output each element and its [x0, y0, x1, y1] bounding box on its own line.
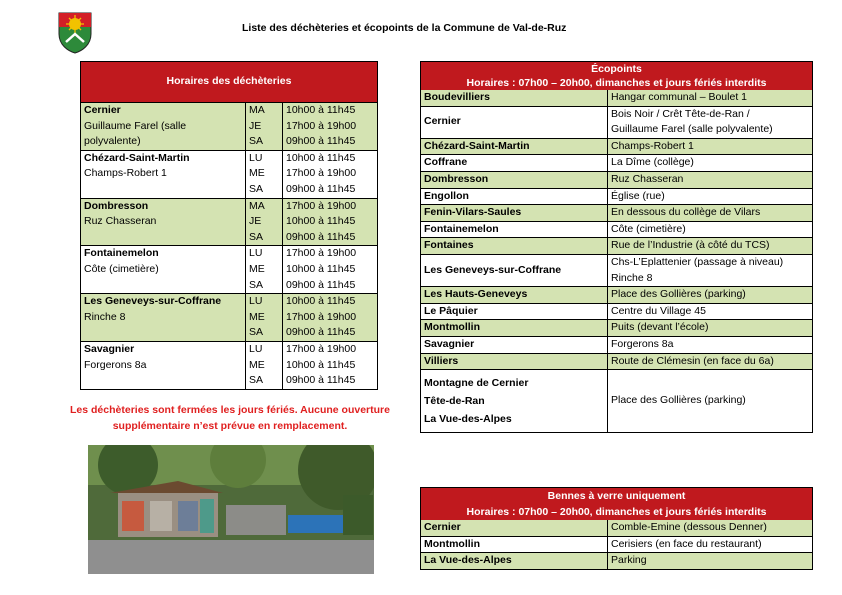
location-address: Hangar communal – Boulet 1: [608, 90, 813, 106]
schedule-row: [81, 278, 378, 294]
closure-notice: Les déchèteries sont fermées les jours fériés. Aucune ouverture supplémentaire n’est prévue en remplacement.: [70, 404, 390, 432]
day-cell: LU: [246, 150, 283, 166]
hours-cell: 09h00 à 11h45: [283, 230, 378, 246]
location-name: Dombresson: [81, 198, 246, 214]
ecopoint-row: [421, 90, 813, 106]
location-name: Fontaines: [421, 238, 608, 255]
day-cell: ME: [246, 310, 283, 326]
day-cell: SA: [246, 373, 283, 389]
hours-cell: 17h00 à 19h00: [283, 198, 378, 214]
location-name: Les Geneveys-sur-Coffrane: [421, 254, 608, 286]
ecopoints-table: [420, 61, 813, 433]
hours-cell: 17h00 à 19h00: [283, 119, 378, 135]
ecopoint-row: [421, 303, 813, 320]
location-address: [81, 278, 246, 294]
schedule-row: [81, 134, 378, 150]
ecopoint-row: [421, 320, 813, 337]
location-name: Chézard-Saint-Martin: [81, 150, 246, 166]
day-cell: SA: [246, 325, 283, 341]
day-cell: LU: [246, 246, 283, 262]
location-address: Rinche 8: [81, 310, 246, 326]
hours-cell: 17h00 à 19h00: [283, 341, 378, 357]
location-name: Fontainemelon: [421, 221, 608, 238]
schedule-row: [81, 198, 378, 214]
day-cell: SA: [246, 182, 283, 198]
location-name: Savagnier: [81, 341, 246, 357]
location-name: Montmollin: [421, 320, 608, 337]
location-name: Montagne de Cernier Tête-de-Ran La Vue-des-Alpes: [421, 370, 608, 433]
day-cell: MA: [246, 103, 283, 119]
location-name: Engollon: [421, 188, 608, 205]
hours-cell: 10h00 à 11h45: [286, 262, 356, 275]
dechetterie-photo: [88, 445, 374, 574]
schedule-row: [81, 341, 378, 357]
location-address: Champs-Robert 1: [81, 166, 246, 182]
location-address: En dessous du collège de Vilars: [608, 205, 813, 222]
benne-row: [421, 520, 813, 536]
day-cell: ME: [246, 262, 283, 278]
location-address: Place des Gollières (parking): [608, 287, 813, 304]
location-address: Ruz Chasseran: [608, 171, 813, 188]
location-name: Le Pâquier: [421, 303, 608, 320]
location-name: Cernier: [81, 103, 246, 119]
location-name: Fontainemelon: [81, 246, 246, 262]
location-name: Cernier: [421, 106, 608, 138]
schedule-row: [81, 358, 378, 374]
bennes-hours: Horaires : 07h00 – 20h00, dimanches et jours fériés interdits: [421, 504, 813, 520]
page-title: Liste des déchèteries et écopoints de la Commune de Val-de-Ruz: [242, 22, 567, 34]
ecopoints-title: Écopoints: [421, 62, 813, 77]
location-name: Chézard-Saint-Martin: [421, 138, 608, 155]
day-cell: SA: [246, 278, 283, 294]
schedule-row: [81, 262, 378, 278]
ecopoint-row: [421, 254, 813, 286]
location-address: Centre du Village 45: [608, 303, 813, 320]
ecopoint-row: [421, 353, 813, 370]
location-address: Forgerons 8a: [81, 358, 246, 374]
schedule-row: [81, 103, 378, 119]
schedule-row: [81, 166, 378, 182]
bennes-table: [420, 487, 813, 570]
benne-row: [421, 536, 813, 553]
ecopoint-row: [421, 221, 813, 238]
location-name: Coffrane: [421, 155, 608, 172]
day-cell: LU: [246, 294, 283, 310]
hours-cell: 10h00 à 11h45: [283, 294, 378, 310]
hours-cell: 17h00 à 19h00: [286, 167, 357, 180]
location-address: polyvalente): [81, 134, 246, 150]
location-address: Ruz Chasseran: [81, 214, 246, 230]
location-address: Côte (cimetière): [608, 221, 813, 238]
location-name: La Vue-des-Alpes: [421, 553, 608, 570]
location-name: Fenin-Vilars-Saules: [421, 205, 608, 222]
hours-cell: 10h00 à 11h45: [283, 150, 378, 166]
location-address: Parking: [608, 553, 813, 570]
day-cell: MA: [246, 198, 283, 214]
day-cell: JE: [246, 214, 283, 230]
day-cell: JE: [246, 119, 283, 135]
table-header: Horaires des déchèteries: [81, 62, 378, 103]
day-cell: ME: [246, 166, 283, 182]
schedule-row: [81, 294, 378, 310]
day-cell: SA: [246, 230, 283, 246]
schedule-row: [81, 119, 378, 135]
ecopoint-row: [421, 238, 813, 255]
ecopoint-row: [421, 188, 813, 205]
bennes-title: Bennes à verre uniquement: [421, 488, 813, 505]
hours-cell: 10h00 à 11h45: [286, 358, 356, 371]
day-cell: SA: [246, 134, 283, 150]
day-cell: ME: [246, 358, 283, 374]
location-address: Guillaume Farel (salle: [81, 119, 246, 135]
location-name: Boudevilliers: [421, 90, 608, 106]
coat-of-arms-logo: [58, 12, 92, 54]
schedule-row: [81, 214, 378, 230]
hours-cell: 09h00 à 11h45: [283, 134, 378, 150]
hours-cell: 17h00 à 19h00: [283, 310, 378, 326]
ecopoint-row: [421, 155, 813, 172]
location-name: Les Hauts-Geneveys: [421, 287, 608, 304]
location-address: [81, 325, 246, 341]
location-address: Côte (cimetière): [81, 262, 246, 278]
ecopoint-row: [421, 287, 813, 304]
hours-cell: 09h00 à 11h45: [283, 325, 378, 341]
schedule-row: [81, 150, 378, 166]
location-address: Bois Noir / Crêt Tête-de-Ran / Guillaume Farel (salle polyvalente): [608, 106, 813, 138]
ecopoints-hours: Horaires : 07h00 – 20h00, dimanches et jours fériés interdits: [421, 76, 813, 90]
hours-cell: 09h00 à 11h45: [286, 182, 356, 195]
ecopoint-row: [421, 138, 813, 155]
benne-row: [421, 553, 813, 570]
schedule-row: [81, 182, 378, 198]
location-address: Rue de l’Industrie (à côté du TCS): [608, 238, 813, 255]
hours-cell: 10h00 à 11h45: [283, 214, 378, 230]
location-address: Place des Gollières (parking): [611, 394, 746, 407]
location-name: Villiers: [421, 353, 608, 370]
location-address: Forgerons 8a: [608, 336, 813, 353]
location-address: Puits (devant l’école): [608, 320, 813, 337]
location-address: Comble-Emine (dessous Denner): [608, 520, 813, 536]
schedule-row: [81, 310, 378, 326]
hours-cell: 10h00 à 11h45: [283, 103, 378, 119]
schedule-row: [81, 373, 378, 389]
location-name: Cernier: [421, 520, 608, 536]
location-address: La Dîme (collège): [608, 155, 813, 172]
day-cell: LU: [246, 341, 283, 357]
ecopoint-row: [421, 336, 813, 353]
ecopoint-row: [421, 106, 813, 138]
location-address: [81, 230, 246, 246]
location-name: Montmollin: [421, 536, 608, 553]
location-address: [81, 373, 246, 389]
hours-cell: 09h00 à 11h45: [286, 278, 356, 291]
location-name: Dombresson: [421, 171, 608, 188]
location-address: [81, 182, 246, 198]
location-name: Savagnier: [421, 336, 608, 353]
location-address: Champs-Robert 1: [608, 138, 813, 155]
schedule-row: [81, 325, 378, 341]
hours-cell: 09h00 à 11h45: [286, 374, 356, 387]
ecopoint-row: [421, 205, 813, 222]
schedule-row: [81, 230, 378, 246]
location-name: Les Geneveys-sur-Coffrane: [81, 294, 246, 310]
schedule-row: [81, 246, 378, 262]
ecopoint-row: [421, 370, 813, 433]
ecopoint-row: [421, 171, 813, 188]
dechetteries-schedule-table: [80, 61, 378, 390]
location-address: Église (rue): [608, 188, 813, 205]
location-address: Chs-L’Eplattenier (passage à niveau) Rinche 8: [608, 254, 813, 286]
hours-cell: 17h00 à 19h00: [283, 246, 378, 262]
location-address: Route de Clémesin (en face du 6a): [608, 353, 813, 370]
location-address: Cerisiers (en face du restaurant): [608, 536, 813, 553]
